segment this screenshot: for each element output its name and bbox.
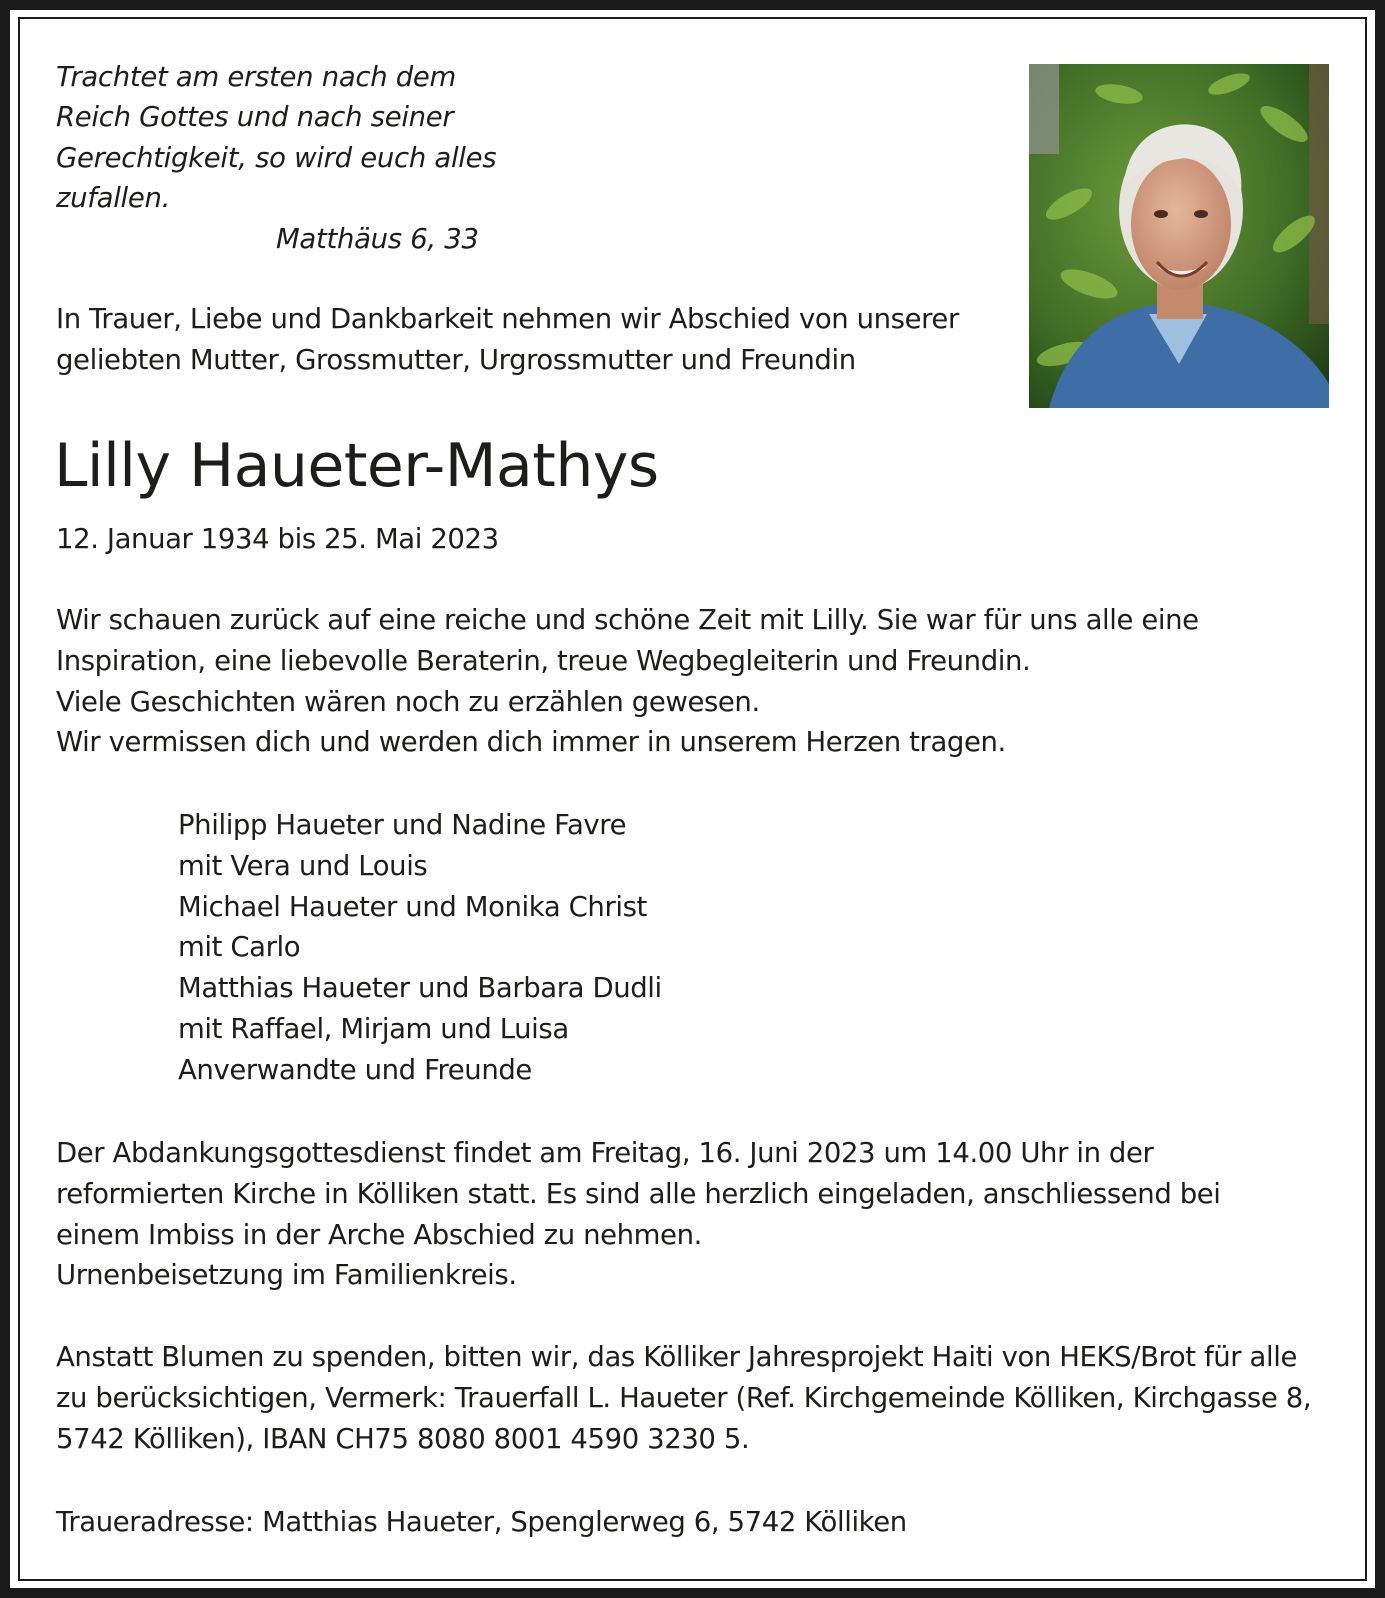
verse-reference: Matthäus 6, 33: [276, 223, 479, 255]
intro-line: In Trauer, Liebe und Dankbarkeit nehmen wir Abschied von unserer: [56, 303, 959, 335]
donation-text: [56, 1337, 1311, 1459]
mourners-list: [178, 805, 662, 1091]
mourning-address: Traueradresse: Matthias Haueter, Spenglerweg 6, 5742 Kölliken: [56, 1506, 907, 1538]
intro-line: geliebten Mutter, Grossmutter, Urgrossmutter und Freundin: [56, 343, 856, 376]
service-line: Urnenbeisetzung im Familienkreis.: [56, 1259, 517, 1292]
portrait-photo: [1029, 64, 1329, 408]
tribute-line: Viele Geschichten wären noch zu erzählen gewesen.: [56, 685, 760, 718]
service-line: einem Imbiss in der Arche Abschied zu nehmen.: [56, 1218, 702, 1251]
verse-line: Gerechtigkeit, so wird euch alles: [56, 141, 497, 174]
mourner-line: Philipp Haueter und Nadine Favre: [178, 809, 627, 841]
verse-line: Reich Gottes und nach seiner: [56, 101, 454, 134]
mourner-line: Michael Haueter und Monika Christ: [178, 890, 647, 923]
tribute-line: Inspiration, eine liebevolle Beraterin, treue Wegbegleiterin und Freundin.: [56, 644, 1031, 677]
tribute-line: Wir vermissen dich und werden dich immer in unserem Herzen tragen.: [56, 726, 1006, 759]
mourner-line: mit Vera und Louis: [178, 849, 428, 882]
life-dates: 12. Januar 1934 bis 25. Mai 2023: [56, 523, 499, 555]
deceased-name: Lilly Haueter-Mathys: [54, 431, 659, 501]
donation-line: 5742 Kölliken), IBAN CH75 8080 8001 4590 3230 5.: [56, 1422, 750, 1455]
verse-line: Trachtet am ersten nach dem: [56, 61, 457, 93]
mourner-line: mit Raffael, Mirjam und Luisa: [178, 1012, 569, 1045]
mourner-line: Anverwandte und Freunde: [178, 1053, 532, 1086]
verse-line: zufallen.: [56, 182, 171, 215]
service-line: reformierten Kirche in Kölliken statt. Es sind alle herzlich eingeladen, anschliessend bei: [56, 1177, 1221, 1210]
service-line: Der Abdankungsgottesdienst findet am Freitag, 16. Juni 2023 um 14.00 Uhr in der: [56, 1137, 1154, 1169]
mourner-line: mit Carlo: [178, 931, 301, 964]
bible-verse: [56, 57, 496, 219]
tribute-line: Wir schauen zurück auf eine reiche und schöne Zeit mit Lilly. Sie war für uns alle eine: [56, 604, 1199, 636]
tribute-text: [56, 600, 1199, 763]
intro-text: [56, 299, 959, 381]
donation-line: Anstatt Blumen zu spenden, bitten wir, das Kölliker Jahresprojekt Haiti von HEKS/Brot für alle: [56, 1341, 1297, 1373]
service-text: [56, 1133, 1221, 1296]
mourner-line: Matthias Haueter und Barbara Dudli: [178, 972, 662, 1005]
donation-line: zu berücksichtigen, Vermerk: Trauerfall L. Haueter (Ref. Kirchgemeinde Kölliken, Kirchgasse 8,: [56, 1381, 1312, 1414]
